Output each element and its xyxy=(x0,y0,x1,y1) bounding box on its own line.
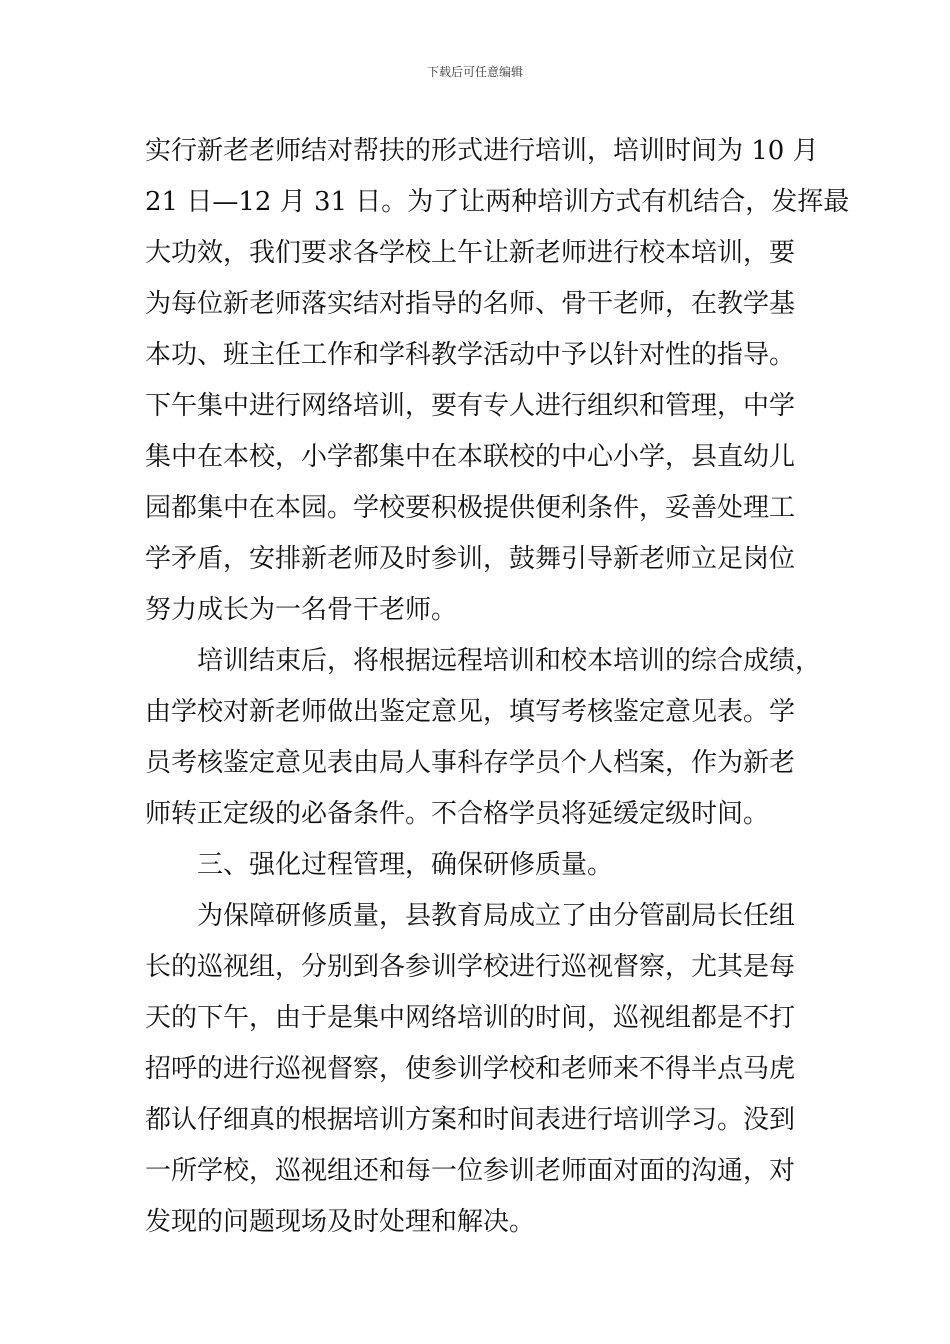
section-heading xyxy=(145,840,825,891)
text-line: 下午集中进行网络培训，要有专人进行组织和管理，中学 xyxy=(145,391,796,421)
text-line: 三、强化过程管理，确保研修质量。 xyxy=(197,850,614,880)
text-line: 天的下午，由于是集中网络培训的时间，巡视组都是不打 xyxy=(145,1003,796,1033)
text-line: 为保障研修质量，县教育局成立了由分管副局长任组 xyxy=(197,901,796,931)
text-line: 本功、班主任工作和学科教学活动中予以针对性的指导。 xyxy=(145,340,796,370)
text-line: 实行新老老师结对帮扶的形式进行培训，培训时间为 10 月 xyxy=(145,136,819,166)
paragraph xyxy=(145,636,825,840)
text-line: 为每位新老师落实结对指导的名师、骨干老师，在教学基 xyxy=(145,289,796,319)
text-line: 21 日—12 月 31 日。为了让两种培训方式有机结合，发挥最 xyxy=(145,187,850,217)
text-line: 招呼的进行巡视督察，使参训学校和老师来不得半点马虎 xyxy=(145,1054,796,1084)
page-header: 下载后可任意编辑 xyxy=(426,65,523,79)
text-line: 长的巡视组，分别到各参训学校进行巡视督察，尤其是每 xyxy=(145,952,796,982)
text-line: 员考核鉴定意见表由局人事科存学员个人档案，作为新老 xyxy=(145,748,796,778)
text-line: 一所学校，巡视组还和每一位参训老师面对面的沟通，对 xyxy=(145,1156,796,1186)
paragraph xyxy=(145,126,850,636)
text-line: 师转正定级的必备条件。不合格学员将延缓定级时间。 xyxy=(145,799,770,829)
text-line: 培训结束后，将根据远程培训和校本培训的综合成绩， xyxy=(197,646,822,676)
paragraph xyxy=(145,891,825,1248)
text-line: 园都集中在本园。学校要积极提供便利条件，妥善处理工 xyxy=(145,493,796,523)
text-line: 集中在本校，小学都集中在本联校的中心小学，县直幼儿 xyxy=(145,442,796,472)
text-line: 大功效，我们要求各学校上午让新老师进行校本培训，要 xyxy=(145,238,796,268)
text-line: 学矛盾，安排新老师及时参训，鼓舞引导新老师立足岗位 xyxy=(145,544,796,574)
text-line: 由学校对新老师做出鉴定意见，填写考核鉴定意见表。学 xyxy=(145,697,796,727)
text-line: 努力成长为一名骨干老师。 xyxy=(145,595,458,625)
text-line: 发现的问题现场及时处理和解决。 xyxy=(145,1207,536,1237)
document-body xyxy=(145,126,850,1248)
text-line: 都认仔细真的根据培训方案和时间表进行培训学习。没到 xyxy=(145,1105,796,1135)
